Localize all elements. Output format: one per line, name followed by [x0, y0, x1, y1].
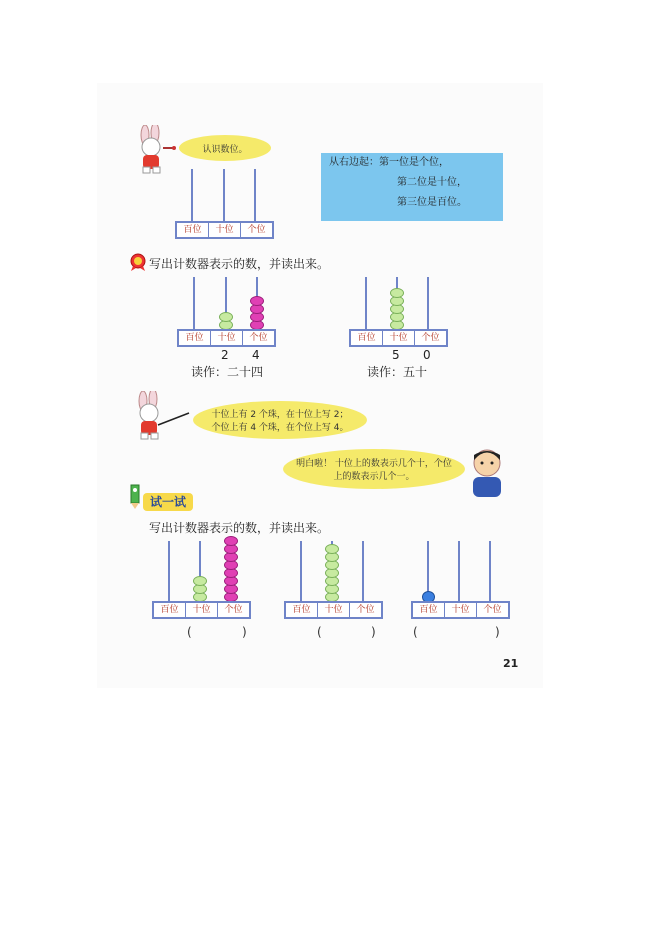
try3-answer-paren-right: ) [495, 625, 500, 639]
section1-instruction: 写出计数器表示的数，并读出来。 [149, 257, 330, 271]
try1-tens-bead [193, 576, 207, 586]
label-hundreds: 百位 [286, 603, 318, 617]
ex1-ones-bead [250, 296, 264, 306]
label-hundreds: 百位 [177, 223, 209, 237]
label-hundreds: 百位 [413, 603, 445, 617]
label-tens: 十位 [211, 331, 243, 345]
label-tens: 十位 [209, 223, 241, 237]
place-value-labels [175, 221, 274, 239]
try2-answer-paren-left[interactable]: ( [317, 625, 322, 639]
try-it-badge [143, 493, 193, 511]
ex2-ones-digit: 0 [423, 348, 431, 362]
boy-character-icon [467, 447, 507, 499]
try1-answer-paren-left[interactable]: ( [187, 625, 192, 639]
page-number: 21 [503, 657, 519, 670]
textbook-page [97, 83, 543, 688]
try2-answer-paren-right: ) [371, 625, 376, 639]
intro-speech-bubble [179, 135, 271, 161]
info-box [321, 153, 503, 221]
hint-speech-bubble [193, 401, 367, 439]
label-hundreds: 百位 [179, 331, 211, 345]
intro-bubble-text: 认识数位。 [202, 144, 248, 155]
try2-tens-bead [325, 544, 339, 554]
ex1-ones-digit: 4 [252, 348, 260, 362]
ex1-tens-digit: 2 [221, 348, 229, 362]
try1-ones-bead [224, 536, 238, 546]
rod-ones [254, 169, 256, 221]
label-ones: 个位 [249, 333, 268, 343]
try-it-instruction: 写出计数器表示的数，并读出来。 [149, 521, 330, 535]
try2-rod-hundreds [300, 541, 302, 601]
info-line-1: 从右边起：第一位是个位， [329, 157, 449, 168]
rabbit-pointer-icon [131, 391, 191, 441]
label-hundreds: 百位 [351, 331, 383, 345]
label-tens: 十位 [445, 603, 477, 617]
try1-answer-paren-right: ) [242, 625, 247, 639]
label-ones: 个位 [356, 605, 375, 615]
label-tens: 十位 [186, 603, 218, 617]
ex1-tens-bead [219, 312, 233, 322]
boy-speech-bubble [283, 449, 465, 489]
rod-hundreds [191, 169, 193, 221]
boy-bubble-text: 明白啦！ 十位上的数表示几个十，个位上的数表示几个一。 [296, 459, 452, 482]
rabbit-mascot-icon [133, 125, 178, 175]
rosette-icon [129, 253, 147, 271]
try2-rod-ones [362, 541, 364, 601]
try3-answer-paren-left[interactable]: ( [413, 625, 418, 639]
ex2-place-labels [349, 329, 448, 347]
label-tens: 十位 [318, 603, 350, 617]
ex2-reading: 读作：五十 [367, 365, 428, 379]
try-it-label: 试一试 [149, 495, 186, 509]
rod-tens [223, 169, 225, 221]
ex2-tens-bead [390, 288, 404, 298]
info-line-3: 第三位是百位。 [397, 197, 467, 208]
label-ones: 个位 [483, 605, 502, 615]
ex2-rod-ones [427, 277, 429, 329]
info-line-2: 第二位是十位， [397, 177, 467, 188]
label-ones: 个位 [224, 605, 243, 615]
label-hundreds: 百位 [154, 603, 186, 617]
label-ones: 个位 [247, 225, 266, 235]
ex2-tens-digit: 5 [392, 348, 400, 362]
try3-place-labels [411, 601, 510, 619]
try1-place-labels [152, 601, 251, 619]
label-ones: 个位 [421, 333, 440, 343]
label-tens: 十位 [383, 331, 415, 345]
try1-rod-hundreds [168, 541, 170, 601]
ex1-reading: 读作：二十四 [191, 365, 264, 379]
hint-line-2: 个位上有 4 个珠，在个位上写 4。 [211, 423, 349, 433]
ex1-rod-hundreds [193, 277, 195, 329]
hint-line-1: 十位上有 2 个珠，在十位上写 2； [211, 410, 349, 420]
ex2-rod-hundreds [365, 277, 367, 329]
try3-rod-tens [458, 541, 460, 601]
try3-rod-ones [489, 541, 491, 601]
ex1-place-labels [177, 329, 276, 347]
try2-place-labels [284, 601, 383, 619]
